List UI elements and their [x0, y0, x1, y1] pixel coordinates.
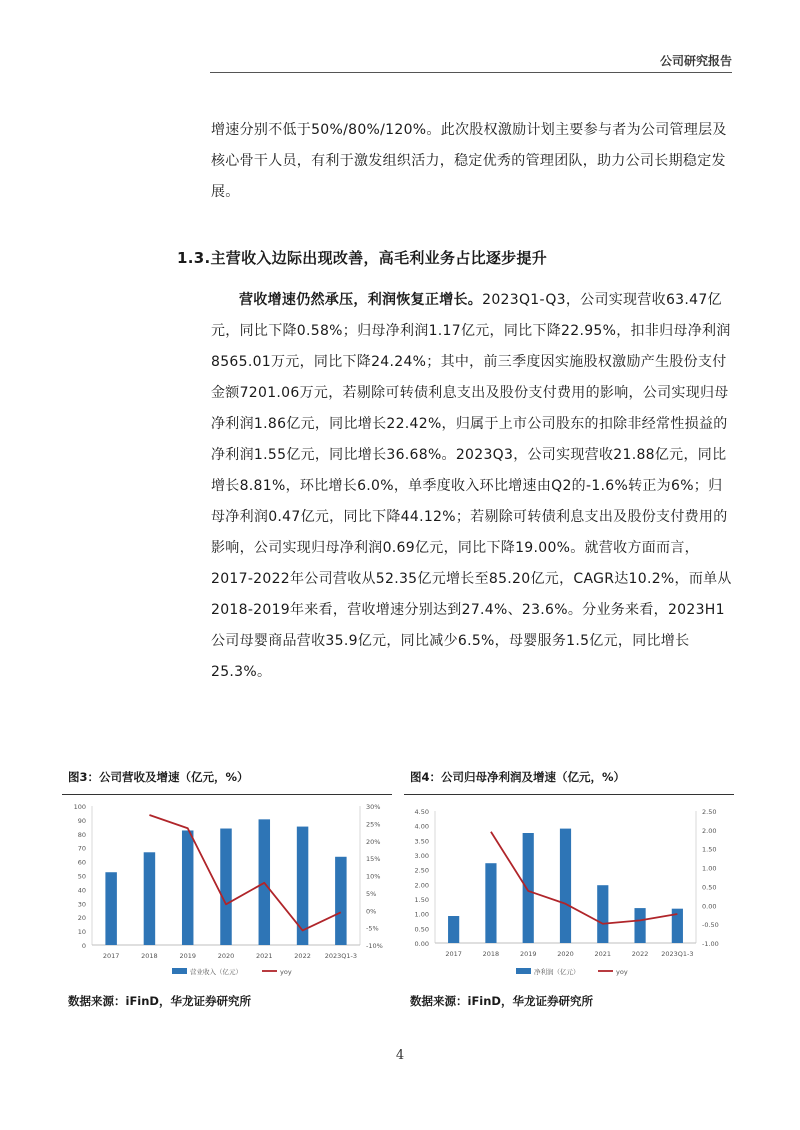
right-tick-label: -5% — [366, 924, 379, 933]
left-tick-label: 3.00 — [414, 852, 429, 860]
bar — [597, 885, 608, 943]
x-tick-label: 2023Q1-3 — [661, 950, 694, 958]
x-tick-label: 2021 — [594, 950, 612, 958]
bar — [523, 833, 534, 943]
right-tick-label: -0.50 — [702, 921, 719, 930]
right-tick-label: 2.50 — [702, 808, 717, 816]
left-tick-label: 70 — [77, 844, 86, 853]
legend-bar-swatch — [516, 968, 531, 974]
right-tick-label: 25% — [366, 820, 381, 829]
x-tick-label: 2017 — [445, 950, 462, 958]
x-tick-label: 2019 — [519, 950, 537, 958]
paragraph-lead: 营收增速仍然承压，利润恢复正增长。 — [239, 292, 483, 308]
left-tick-label: 80 — [77, 830, 86, 839]
left-tick-label: 60 — [77, 858, 86, 867]
right-tick-label: -1.00 — [702, 940, 719, 948]
x-tick-label: 2017 — [102, 952, 120, 960]
bar — [560, 829, 571, 943]
x-tick-label: 2018 — [482, 950, 500, 958]
revenue-chart — [62, 796, 392, 988]
legend-line-label: yoy — [616, 968, 628, 976]
bar — [144, 852, 155, 945]
bar — [182, 830, 193, 945]
right-tick-label: 1.00 — [702, 864, 717, 873]
section-title: 1.3.主营收入边际出现改善，高毛利业务占比逐步提升 — [177, 249, 548, 267]
paragraph-body: 2023Q1-Q3，公司实现营收63.47亿元，同比下降0.58%；归母净利润1.17亿元，同比下降22.95%，扣非归母净利润8565.01万元，同比下降24.24%；其中，前三季度因实施股权激励产生股份支付金额7201.06万元，若剔除可转债利息支出及股份支付费用的影响，公司实现归母净利润1.86亿元，同比增长22.42%，归属于上市公司股东的扣除非经常性损益的净利润1.55亿元，同比增长36.68%。2023Q3，公司实现营收21.88亿元，同比增长8.81%，环比增长6.0%，单季度收入环比增速由Q2的-1.6%转正为6%；归母净利润0.47亿元，同比下降44.12%；若剔除可转债利息支出及股份支付费用的影响，公司实现归母净利润0.69亿元，同比下降19.00%。就营收方面而言，2017-2022年公司营收从52.35亿元增长至85.20亿元，CAGR达10.2%，而单从2018-2019年来看，营收增速分别达到27.4%、23.6%。分业务来看，2023H1公司母婴商品营收35.9亿元，同比减少6.5%，母婴服务1.5亿元，同比增长25.3%。 — [211, 292, 732, 680]
page-number: 4 — [395, 1048, 405, 1063]
x-tick-label: 2018 — [141, 952, 158, 960]
left-tick-label: 3.50 — [414, 837, 429, 846]
left-tick-label: 4.50 — [414, 808, 429, 816]
right-tick-label: 30% — [366, 803, 381, 811]
net-profit-chart — [404, 796, 734, 988]
left-tick-label: 4.00 — [414, 822, 429, 831]
left-tick-label: 1.00 — [414, 910, 429, 919]
right-tick-label: 5% — [366, 889, 377, 898]
left-tick-label: 20 — [77, 914, 86, 923]
report-type-label: 公司研究报告 — [659, 54, 732, 68]
x-tick-label: 2019 — [179, 952, 196, 960]
left-tick-label: 90 — [77, 816, 86, 825]
left-tick-label: 40 — [77, 886, 86, 895]
figure-3-source: 数据来源：iFinD，华龙证券研究所 — [68, 994, 251, 1008]
figure-4-source: 数据来源：iFinD，华龙证券研究所 — [410, 994, 593, 1008]
body-paragraph-2 — [211, 285, 732, 688]
left-tick-label: 30 — [77, 900, 86, 909]
x-tick-label: 2020 — [557, 950, 574, 958]
yoy-line — [491, 832, 677, 924]
right-tick-label: 2.00 — [702, 826, 717, 835]
legend-bar-label: 净利润（亿元） — [534, 968, 580, 976]
right-tick-label: 20% — [366, 837, 381, 846]
x-tick-label: 2021 — [256, 952, 273, 960]
left-tick-label: 1.50 — [414, 896, 429, 904]
x-tick-label: 2022 — [631, 950, 649, 958]
right-tick-label: 10% — [366, 872, 381, 881]
left-tick-label: 2.50 — [414, 866, 429, 875]
left-tick-label: 0.00 — [414, 940, 429, 948]
bar — [634, 908, 645, 943]
figure-3-title: 图3：公司营收及增速（亿元，%） — [68, 770, 249, 784]
left-tick-label: 50 — [77, 872, 86, 881]
bar — [485, 863, 496, 943]
legend-line-label: yoy — [280, 968, 292, 976]
right-tick-label: 0% — [366, 907, 377, 916]
figure-4-rule — [404, 794, 734, 795]
bar — [105, 872, 116, 945]
x-tick-label: 2022 — [294, 952, 311, 960]
bar — [335, 857, 346, 945]
bar — [297, 827, 308, 945]
right-tick-label: 0.50 — [702, 883, 717, 892]
bar — [448, 916, 459, 943]
left-tick-label: 100 — [73, 803, 86, 811]
right-tick-label: 0.00 — [702, 902, 717, 911]
legend-bar-swatch — [172, 968, 187, 974]
right-tick-label: 1.50 — [702, 845, 717, 854]
right-tick-label: -10% — [366, 942, 383, 950]
left-tick-label: 10 — [77, 928, 86, 937]
x-tick-label: 2023Q1-3 — [324, 952, 357, 960]
left-tick-label: 2.00 — [414, 881, 429, 890]
figure-3-rule — [62, 794, 392, 795]
x-tick-label: 2020 — [217, 952, 235, 960]
bar — [220, 829, 231, 945]
left-tick-label: 0.50 — [414, 925, 429, 934]
body-paragraph-1: 增速分别不低于50%/80%/120%。此次股权激励计划主要参与者为公司管理层及核心骨干人员，有利于激发组织活力，稳定优秀的管理团队，助力公司长期稳定发展。 — [211, 122, 727, 200]
figure-4-title: 图4：公司归母净利润及增速（亿元，%） — [410, 770, 626, 784]
right-tick-label: 15% — [366, 855, 381, 864]
legend-bar-label: 营业收入（亿元） — [190, 968, 242, 976]
header-divider — [210, 72, 732, 73]
yoy-line — [149, 815, 340, 930]
left-tick-label: 0 — [81, 942, 86, 950]
